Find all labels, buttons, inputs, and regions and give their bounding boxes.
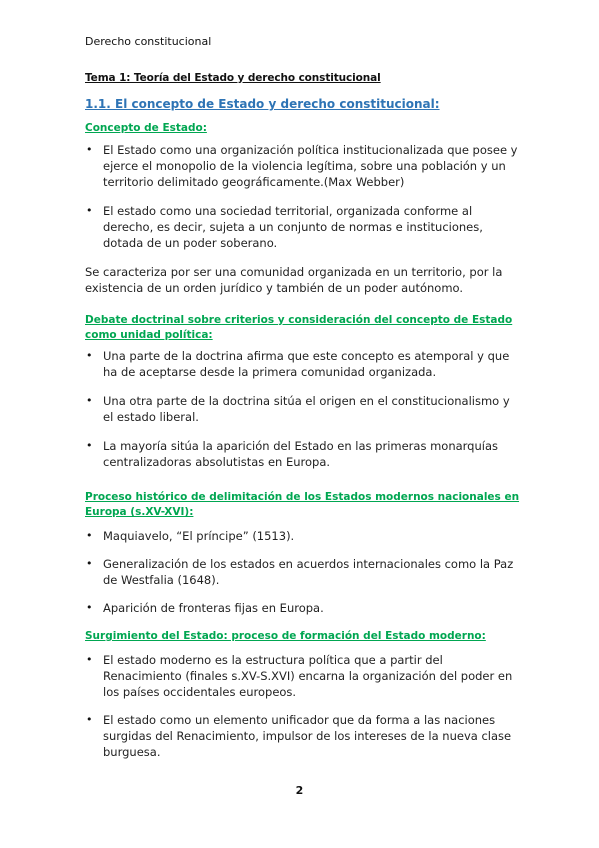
list-item: • El estado moderno es la estructura política que a partir del Renacimiento (finales s.XV-S.XVI) encarna la organización del poder en los países occidentales europeos.	[86, 653, 513, 699]
list-item: • Generalización de los estados en acuerdos internacionales como la Paz de Westfalia (1648).	[86, 557, 514, 587]
list-item: • El estado como una sociedad territorial, organizada conforme al derecho, es decir, sujeta a un conjunto de normas e instituciones, dotada de un poder soberano.	[86, 204, 483, 250]
list-item: • Una otra parte de la doctrina sitúa el origen en el constitucionalismo y el estado liberal.	[86, 394, 510, 424]
bullet-icon: •	[86, 529, 93, 542]
concepto-paragraph: Se caracteriza por ser una comunidad organizada en un territorio, por la existencia de un orden jurídico y también de un poder autónomo.	[85, 265, 503, 295]
bullet-icon: •	[86, 653, 93, 666]
surgimiento-heading: Surgimiento del Estado: proceso de formación del Estado moderno:	[85, 630, 486, 642]
proceso-section	[85, 490, 520, 616]
bullet-icon: •	[86, 394, 93, 407]
section-title: 1.1. El concepto de Estado y derecho constitucional:	[85, 97, 440, 111]
surgimiento-list	[85, 652, 520, 760]
concepto-section	[85, 121, 520, 296]
bullet-icon: •	[86, 713, 93, 726]
list-item: • Aparición de fronteras fijas en Europa.	[86, 601, 324, 615]
page-number: 2	[295, 784, 304, 797]
bullet-icon: •	[86, 557, 93, 570]
list-item: • El estado como un elemento unificador que da forma a las naciones surgidas del Renacimiento, impulsor de los intereses de la nueva clase burguesa.	[86, 713, 512, 759]
concepto-list	[85, 142, 520, 251]
debate-section	[85, 313, 520, 470]
list-item: • La mayoría sitúa la aparición del Estado en las primeras monarquías centralizadoras absolutistas en Europa.	[86, 439, 499, 469]
bullet-icon: •	[86, 601, 93, 614]
tema-title: Tema 1: Teoría del Estado y derecho constitucional	[85, 72, 381, 84]
list-item: • El Estado como una organización política institucionalizada que posee y ejerce el monopolio de la violencia legítima, sobre una población y un territorio delimitado geográficamente.(Max Webber)	[86, 143, 518, 189]
debate-list	[85, 348, 520, 470]
running-header: Derecho constitucional	[85, 35, 212, 48]
proceso-heading: Proceso histórico de delimitación de los Estados modernos nacionales en Europa (s.XV-XVI):	[85, 491, 520, 518]
bullet-icon: •	[86, 349, 93, 362]
proceso-list	[85, 528, 520, 616]
list-item: • Maquiavelo, “El príncipe” (1513).	[86, 529, 295, 543]
bullet-icon: •	[86, 143, 93, 156]
surgimiento-section	[85, 629, 520, 760]
debate-heading: Debate doctrinal sobre criterios y consideración del concepto de Estado como unidad política:	[85, 314, 513, 341]
concepto-heading: Concepto de Estado:	[85, 122, 207, 134]
list-item: • Una parte de la doctrina afirma que este concepto es atemporal y que ha de aceptarse desde la primera comunidad organizada.	[86, 349, 510, 379]
bullet-icon: •	[86, 439, 93, 452]
bullet-icon: •	[86, 204, 93, 217]
